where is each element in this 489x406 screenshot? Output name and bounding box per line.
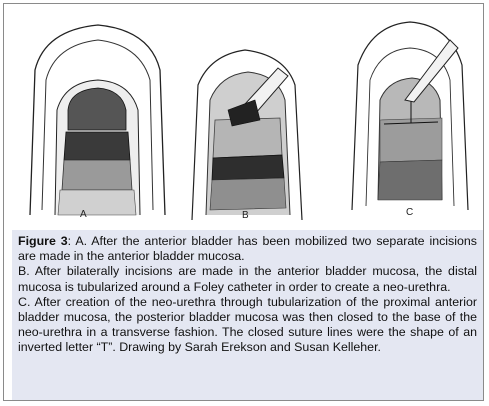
caption-text-a: : A. After the anterior bladder has been mobilized two separate incisions are made in the anterior bladder mucosa. [18,234,477,264]
caption-part-b: B. After bilaterally incisions are made in the anterior bladder mucosa, the distal mucosa is tubularized around a Foley catheter in order to create a neo-urethra. [18,264,477,294]
caption-figure-label: Figure 3 [18,234,68,248]
panel-a-letter: A [80,209,87,220]
panel-b-letter: B [242,210,249,221]
caption-part-c: C. After creation of the neo-urethra through tubularization of the proximal anterior bladder mucosa, the posterior bladder mucosa was then closed to the base of the neo-urethra in a transverse fashion. The closed suture lines were the shape of an inverted letter “T”. Drawing by Sarah Erekson and Susan Kelleher. [18,294,477,355]
panel-c-letter: C [406,207,414,218]
caption-part-a [18,234,477,264]
surgical-illustration [10,10,485,232]
figure-caption [12,230,483,400]
figure-frame [3,3,484,401]
panel-a-drawing [30,25,165,220]
panel-c-drawing [352,22,468,218]
panel-b-drawing [192,50,302,221]
